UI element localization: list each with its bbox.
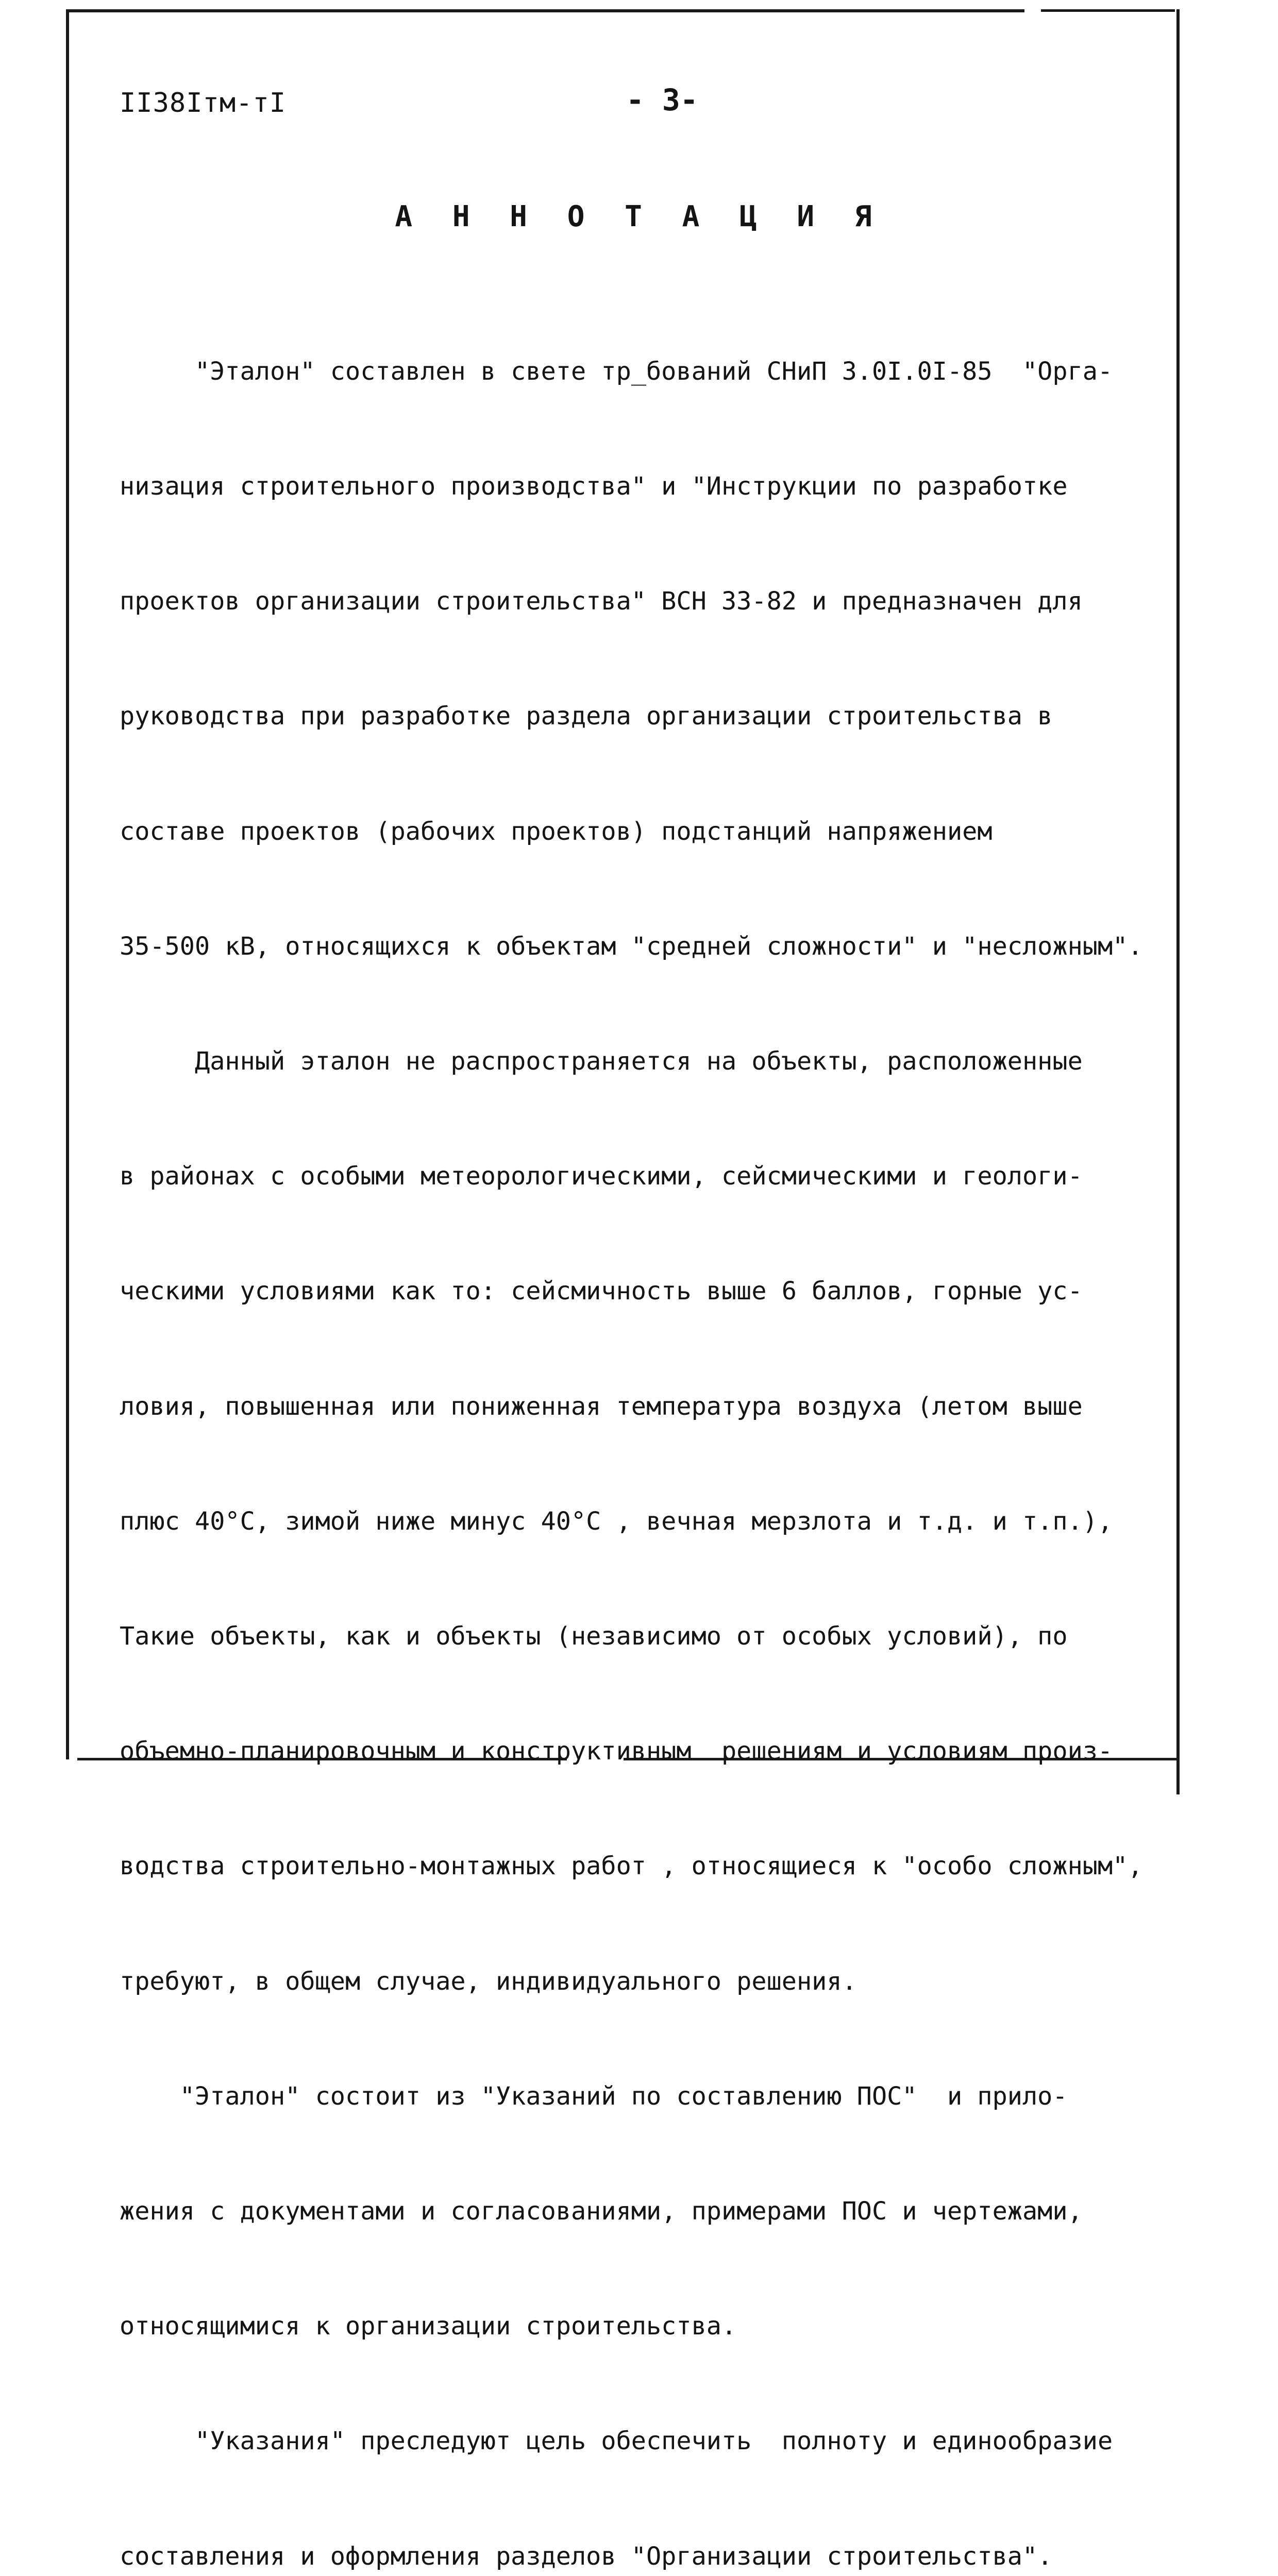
page-border-right [1176,9,1180,1794]
text-line: ловия, повышенная или пониженная температура воздуха (летом выше [120,1392,1083,1421]
annotation-title: А Н Н О Т А Ц И Я [395,200,883,233]
page-number: - 3- [626,82,698,117]
text-line: требуют, в общем случае, индивидуального решения. [120,1967,857,1996]
page-border-top-right [1041,9,1175,12]
text-line: относящимися к организации строительства. [120,2312,737,2341]
text-line: плюс 40°С, зимой ниже минус 40°С , вечная мерзлота и т.д. и т.п.), [120,1506,1113,1536]
document-code: II38Iтм-тI [120,88,287,118]
text-line: объемно-планировочным и конструктивным решениям и условиям произ- [120,1737,1113,1766]
text-line: составе проектов (рабочих проектов) подстанций напряжением [120,817,993,846]
text-line: составления и оформления разделов "Организации строительства". [120,2541,1053,2571]
text-line: в районах с особыми метеорологическими, сейсмическими и геологи- [120,1162,1083,1191]
text-line: ческими условиями как то: сейсмичность выше 6 баллов, горные ус- [120,1277,1083,1306]
text-line: руководства при разработке раздела организации строительства в [120,702,1053,731]
text-line: Такие объекты, как и объекты (независимо от особых условий), по [120,1622,1068,1651]
page-border-left [66,10,69,1759]
annotation-body [120,276,1171,2576]
text-line: водства строительно-монтажных работ , относящиеся к "особо сложным", [120,1852,1143,1881]
page-border-top [66,9,1024,12]
text-line: 35-500 кВ, относящихся к объектам "средней сложности" и "несложным". [120,931,1143,961]
text-line: "Эталон" состоит из "Указаний по составлению ПОС" и прило- [120,2081,1068,2111]
text-line: Данный эталон не распространяется на объекты, расположенные [120,1047,1083,1076]
text-line: "Указания" преследуют цель обеспечить полноту и единообразие [120,2427,1113,2456]
text-line: "Эталон" составлен в свете тр_бований СНиП 3.0I.0I-85 "Орга- [120,357,1113,386]
text-line: жения с документами и согласованиями, примерами ПОС и чертежами, [120,2197,1083,2226]
text-line: проектов организации строительства" ВСН 33-82 и предназначен для [120,587,1083,616]
text-line: низация строительного производства" и "Инструкции по разработке [120,472,1068,501]
